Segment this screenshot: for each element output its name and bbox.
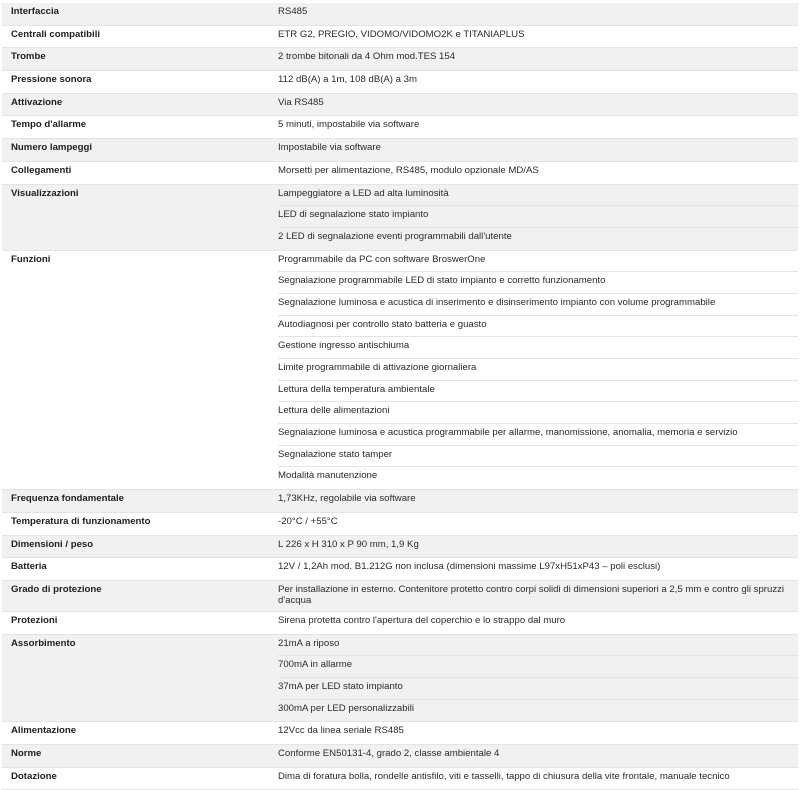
spec-value: Segnalazione stato tamper — [278, 446, 798, 468]
spec-value-cell — [278, 116, 798, 139]
spec-value: 700mA in allarme — [278, 656, 798, 678]
spec-value: Segnalazione luminosa e acustica di inserimento e disinserimento impianto con volume programmabile — [278, 294, 798, 316]
spec-label: Frequenza fondamentale — [2, 490, 278, 513]
spec-value: 21mA a riposo — [278, 635, 798, 657]
spec-value: Per installazione in esterno. Contenitore protetto contro corpi solidi di dimensioni superiori a 2,5 mm e contro gli spruzzi d'acqua — [278, 583, 785, 606]
spec-row — [2, 184, 798, 250]
spec-row — [2, 512, 798, 535]
spec-value-cell — [278, 71, 798, 94]
spec-table — [2, 3, 798, 790]
spec-label: Attivazione — [2, 93, 278, 116]
spec-row — [2, 93, 798, 116]
spec-value: Segnalazione luminosa e acustica programmabile per allarme, manomissione, anomalia, memoria e servizio — [278, 424, 798, 446]
spec-label: Centrali compatibili — [2, 25, 278, 48]
spec-row — [2, 3, 798, 25]
spec-row — [2, 535, 798, 558]
spec-value: 2 trombe bitonali da 4 Ohm mod.TES 154 — [278, 51, 456, 63]
spec-value-cell — [278, 745, 798, 768]
spec-value-cell — [278, 535, 798, 558]
spec-value-cell — [278, 722, 798, 745]
spec-value-cell — [278, 25, 798, 48]
spec-row — [2, 490, 798, 513]
spec-value: 12Vcc da linea seriale RS485 — [278, 725, 404, 737]
spec-value-cell — [278, 490, 798, 513]
spec-row — [2, 116, 798, 139]
spec-label: Dimensioni / peso — [2, 535, 278, 558]
spec-value-cell — [278, 48, 798, 71]
spec-label: Dotazione — [2, 767, 278, 790]
spec-row — [2, 634, 798, 722]
spec-value: Impostabile via software — [278, 142, 381, 154]
spec-value: 12V / 1,2Ah mod. B1.212G non inclusa (dimensioni massime L97xH51xP43 – poli esclusi) — [278, 561, 661, 573]
spec-value-cell — [278, 250, 798, 490]
spec-label: Trombe — [2, 48, 278, 71]
spec-value: 2 LED di segnalazione eventi programmabili dall'utente — [278, 230, 512, 242]
spec-value: Limite programmabile di attivazione giornaliera — [278, 359, 798, 381]
spec-value-cell — [278, 161, 798, 184]
spec-value: LED di segnalazione stato impianto — [278, 206, 798, 228]
spec-value: Conforme EN50131-4, grado 2, classe ambientale 4 — [278, 748, 500, 759]
spec-row — [2, 48, 798, 71]
spec-value: Via RS485 — [278, 96, 324, 108]
spec-row — [2, 161, 798, 184]
spec-value-cell — [278, 558, 798, 581]
spec-row — [2, 767, 798, 790]
spec-value: Segnalazione programmabile LED di stato impianto e corretto funzionamento — [278, 272, 798, 294]
spec-row — [2, 139, 798, 162]
spec-row — [2, 25, 798, 48]
spec-value: Lettura delle alimentazioni — [278, 402, 798, 424]
spec-row — [2, 71, 798, 94]
spec-value: Autodiagnosi per controllo stato batteria e guasto — [278, 316, 798, 338]
spec-value: Gestione ingresso antischiuma — [278, 337, 798, 359]
spec-value: 37mA per LED stato impianto — [278, 678, 798, 700]
spec-value: Lettura della temperatura ambientale — [278, 381, 798, 403]
spec-label: Funzioni — [2, 250, 278, 490]
spec-value: RS485 — [278, 6, 308, 17]
spec-value-cell — [278, 139, 798, 162]
spec-value: 1,73KHz, regolabile via software — [278, 493, 416, 505]
spec-label: Interfaccia — [2, 3, 278, 25]
spec-value: 5 minuti, impostabile via software — [278, 119, 420, 131]
spec-value: 300mA per LED personalizzabili — [278, 702, 414, 714]
spec-label: Batteria — [2, 558, 278, 581]
spec-row — [2, 745, 798, 768]
spec-label: Collegamenti — [2, 161, 278, 184]
spec-row — [2, 558, 798, 581]
spec-row — [2, 611, 798, 634]
spec-value: 112 dB(A) a 1m, 108 dB(A) a 3m — [278, 74, 417, 86]
spec-label: Pressione sonora — [2, 71, 278, 94]
spec-value-cell — [278, 3, 798, 25]
spec-value: Sirena protetta contro l'apertura del coperchio e lo strappo dal muro — [278, 614, 566, 626]
spec-label: Alimentazione — [2, 722, 278, 745]
spec-value-cell — [278, 184, 798, 250]
spec-label: Protezioni — [2, 611, 278, 634]
spec-label: Tempo d'allarme — [2, 116, 278, 139]
spec-value-cell — [278, 634, 798, 722]
spec-row — [2, 250, 798, 490]
spec-label: Grado di protezione — [2, 580, 278, 611]
spec-value-cell — [278, 512, 798, 535]
spec-value: Modalità manutenzione — [278, 470, 378, 482]
spec-value: Programmabile da PC con software BroswerOne — [278, 251, 798, 273]
spec-value: Morsetti per alimentazione, RS485, modulo opzionale MD/AS — [278, 164, 539, 176]
spec-value: ETR G2, PREGIO, VIDOMO/VIDOMO2K e TITANIAPLUS — [278, 28, 525, 40]
spec-value: -20°C / +55°C — [278, 515, 338, 527]
spec-label: Temperatura di funzionamento — [2, 512, 278, 535]
spec-label: Visualizzazioni — [2, 184, 278, 250]
spec-value-cell — [278, 93, 798, 116]
spec-value-cell — [278, 767, 798, 790]
spec-value-cell — [278, 611, 798, 634]
spec-value-cell — [278, 580, 798, 611]
spec-row — [2, 722, 798, 745]
spec-row — [2, 580, 798, 611]
spec-label: Norme — [2, 745, 278, 768]
spec-value: L 226 x H 310 x P 90 mm, 1,9 Kg — [278, 538, 419, 550]
spec-value: Lampeggiatore a LED ad alta luminosità — [278, 185, 798, 207]
spec-value: Dima di foratura bolla, rondelle antisfilo, viti e tasselli, tappo di chiusura della vite frontale, manuale tecnico — [278, 770, 730, 782]
spec-label: Numero lampeggi — [2, 139, 278, 162]
spec-label: Assorbimento — [2, 634, 278, 722]
spec-table-body — [2, 3, 798, 790]
